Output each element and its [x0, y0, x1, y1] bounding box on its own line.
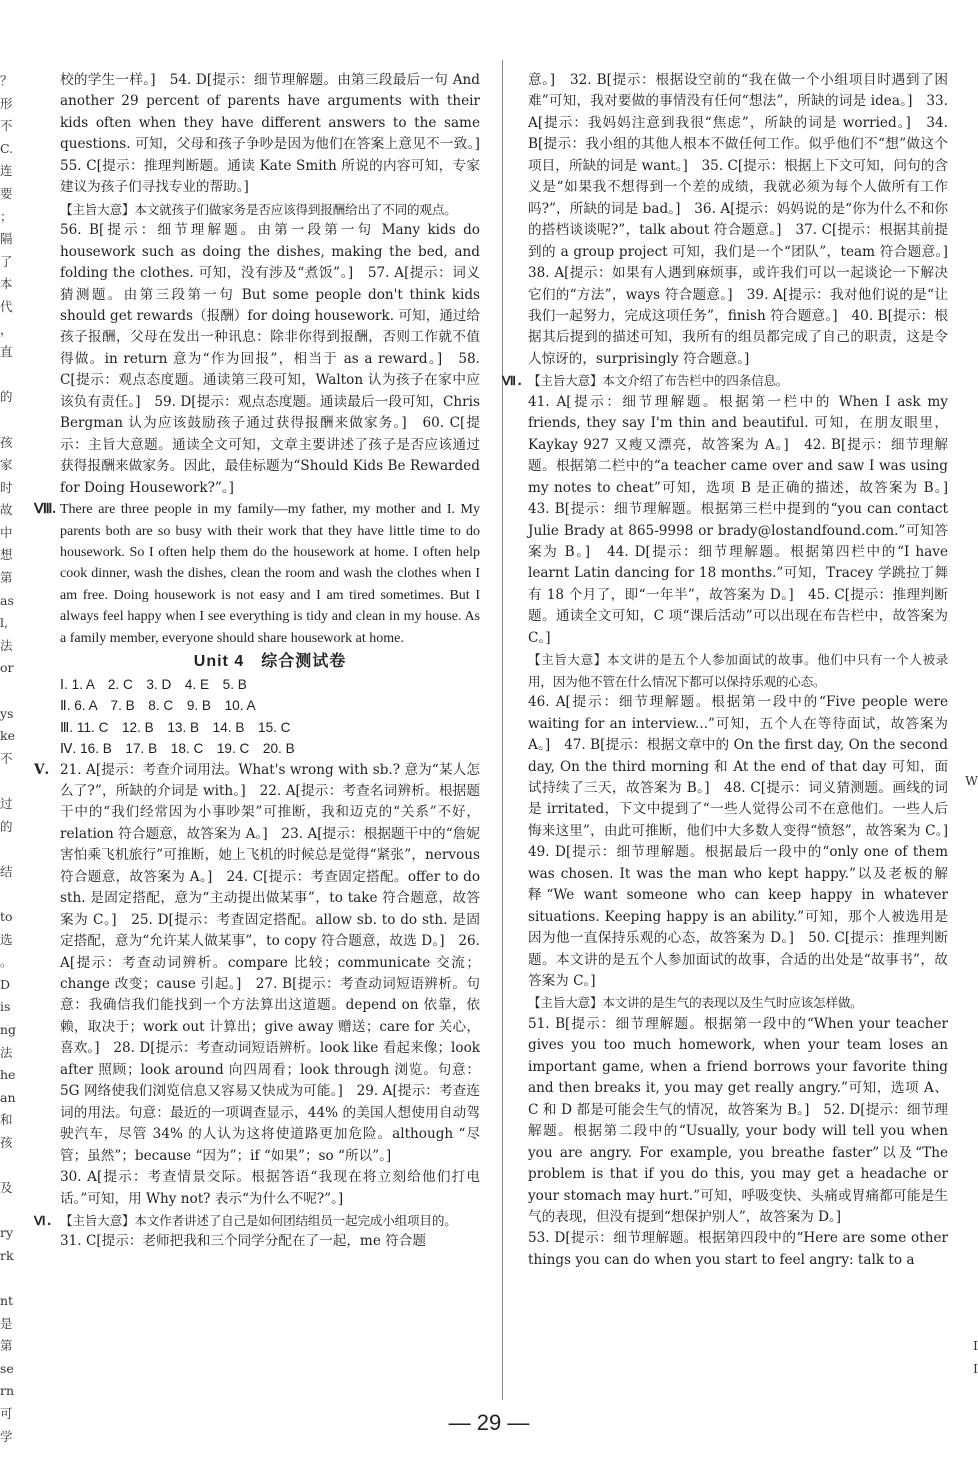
edge-glyph	[956, 635, 978, 658]
edge-glyph	[956, 680, 978, 703]
edge-glyph: 了	[0, 253, 13, 269]
edge-glyph: 不	[0, 118, 13, 134]
edge-glyph: 连	[0, 163, 13, 179]
edge-glyph: ，	[0, 321, 13, 337]
edge-glyph	[956, 748, 978, 771]
edge-glyph: 中	[0, 524, 13, 540]
edge-glyph: 选	[0, 931, 13, 947]
edge-glyph: 孩	[0, 434, 13, 450]
edge-glyph: rn	[0, 1383, 15, 1399]
edge-glyph: 过	[0, 796, 13, 811]
edge-glyph: 结	[0, 863, 13, 879]
edge-glyph: 是	[0, 1315, 13, 1331]
column-divider	[502, 60, 503, 1400]
edge-glyph	[956, 93, 978, 116]
section-label: Ⅶ.	[502, 373, 524, 389]
edge-glyph	[956, 409, 978, 432]
main-idea-summary	[502, 370, 948, 391]
edge-glyph: ys	[0, 705, 14, 721]
answer-paragraph-51-52: 51. B[提示：细节理解题。根据第一段中的“When your teacher gives you too much homework, when your team loses an important game, when a friend borrows your favorite thing and then breaks it, you may get really angry.”可知，选项 A、C 和 D 都是可能会生气的情况，故答案为 B。] 52. D[提示：细节理解题。根据第二段中的“Usually, your body will tell you when you are angry. For example, you breathe faster”以及“The problem is that if you do this, you may get a headache or your stomach may hurt.”可知，呼吸变快、头痛或胃痛都可能是生气的表现，但没有提到“想保护别人”，故答案为 D。]	[528, 1015, 948, 1226]
edge-glyph: he	[0, 1067, 16, 1083]
edge-glyph	[956, 1087, 978, 1110]
edge-glyph	[956, 70, 978, 93]
answer-paragraph-30: 30. A[提示：考查情景交际。根据答语“我现在将立刻给他们打电话。”可知，用 Why not? 表示“为什么不呢?”。]	[60, 1169, 480, 1207]
edge-glyph	[956, 1267, 978, 1290]
edge-glyph	[956, 183, 978, 206]
edge-glyph	[0, 680, 22, 703]
summary-text: 【主旨大意】本文作者讲述了自己是如何团结组员一起完成小组项目的。	[60, 1213, 457, 1229]
edge-glyph	[956, 454, 978, 477]
edge-glyph: nt	[0, 1293, 14, 1309]
edge-glyph: ke	[0, 728, 15, 744]
edge-glyph: ng	[0, 1021, 17, 1037]
edge-glyph	[956, 1380, 978, 1403]
edge-glyph	[956, 160, 978, 183]
edge-glyph: as	[0, 592, 14, 608]
edge-glyph: 形	[0, 95, 13, 111]
edge-glyph	[956, 590, 978, 613]
edge-glyph	[0, 364, 22, 387]
edge-glyph	[0, 1200, 22, 1223]
answer-key-row: Ⅲ. 11. C 12. B 13. B 14. B 15. C	[60, 719, 291, 735]
answer-paragraph-21-29: 21. A[提示：考查介词用法。What's wrong with sb.? 意为“某人怎么了?”，所缺的介词是 with。] 22. A[提示：考查名词辨析。根据题干中的“我们经常因为小事吵架”可推断，我和迈克的“关系”不好，relation 符合题意，故答案为 A。] 23. A[提示：根据题干中的“詹妮害怕乘飞机旅行”可推断，她上飞机的时候总是觉得“紧张”，nervous 符合题意，故答案为 A。] 24. C[提示：考查固定搭配。offer to do sth. 是固定搭配，意为“主动提出做某事”，to take 符合题意，故答案为 C。] 25. D[提示：考查固定搭配。allow sb. to do sth. 是固定搭配，意为“允许某人做某事”，to copy 符合题意，故选 D。] 26. A[提示：考查动词辨析。compare 比较；communicate 交流；change 改变；cause 引起。] 27. B[提示：考查动词短语辨析。句意：我确信我们能找到一个方法算出这道题。depend on 依靠，依赖，取决于；work out 计算出；give away 赠送；care for 关心，喜欢。] 28. D[提示：考查动词短语辨析。look like 看起来像；look after 照顾；look around 向四周看；look through 浏览。句意：5G 网络使我们浏览信息又容易又快成为可能。] 29. A[提示：考查连词的用法。句意：最近的一项调查显示，44% 的美国人想使用自动驾驶汽车，尽管 34% 的人认为这将使道路更加危险。although “尽管；虽然”；because “因为”；if “如果”；so “所以”。]	[60, 761, 480, 1164]
edge-glyph	[0, 770, 22, 793]
edge-glyph: 孩	[0, 1134, 13, 1150]
edge-glyph: 隔	[0, 231, 13, 247]
edge-glyph	[956, 974, 978, 997]
edge-glyph	[956, 1042, 978, 1065]
edge-glyph	[956, 929, 978, 952]
edge-glyph: 直	[0, 344, 13, 360]
edge-glyph	[956, 1109, 978, 1132]
edge-glyph	[956, 364, 978, 387]
edge-glyph: an	[0, 1089, 16, 1105]
edge-glyph	[956, 567, 978, 590]
edge-glyph: W	[965, 773, 978, 789]
edge-glyph	[956, 906, 978, 929]
edge-glyph: se	[0, 1360, 14, 1376]
edge-glyph: 。	[0, 954, 13, 970]
edge-glyph	[956, 793, 978, 816]
main-idea-summary: 【主旨大意】本文就孩子们做家务是否应该得到报酬给出了不同的观点。	[60, 201, 457, 217]
edge-glyph: 和	[0, 1112, 13, 1128]
edge-glyph: rk	[0, 1247, 14, 1263]
answer-key-row: Ⅱ. 6. A 7. B 8. C 9. B 10. A	[60, 698, 256, 714]
edge-glyph: D	[0, 976, 11, 992]
edge-glyph	[956, 432, 978, 455]
edge-glyph	[956, 996, 978, 1019]
edge-glyph	[956, 1132, 978, 1155]
edge-glyph	[956, 725, 978, 748]
edge-glyph	[0, 883, 22, 906]
answer-paragraph-56-60: 56. B[提示：细节理解题。由第一段第一句 Many kids do housework such as doing the dishes, making the bed, and folding the clothes. 可知，没有涉及“煮饭”。] 57. A[提示：词义猜测题。由第三段第一句 But some people don't think kids should get rewards（报酬）for doing housework. 可知，通过给孩子报酬，父母在发出一种讯息：除非你得到报酬，否则工作就不值得做。in return 意为“作为回报”，相当于 as a reward。] 58. C[提示：观点态度题。通读第三段可知，Walton 认为孩子在家中应该负有责任。] 59. D[提示：观点态度题。通读最后一段可知，Chris Bergman 认为应该鼓励孩子通过获得报酬来做家务。] 60. C[提示：主旨大意题。通读全文可知，文章主要讲述了孩子是否应该通过获得报酬来做家务。因此，最佳标题为“Should Kids Be Rewarded for Doing Housework?”。]	[60, 222, 480, 496]
main-idea-summary: 【主旨大意】本文讲的是生气的表现以及生气时应该怎样做。	[528, 995, 863, 1011]
edge-glyph	[956, 657, 978, 680]
section-label: Ⅴ.	[34, 761, 50, 778]
edge-glyph: 及	[0, 1180, 13, 1196]
answer-paragraph-31: 31. C[提示：老师把我和三个同学分配在了一起，me 符合题	[60, 1233, 426, 1250]
edge-glyph: ；	[0, 208, 13, 224]
answer-paragraph-32-40: 意。] 32. B[提示：根据设空前的“我在做一个小组项目时遇到了困难”可知，我对要做的事情没有任何“想法”，所缺的词是 idea。] 33. A[提示：我妈妈注意到我很“焦虑”，所缺的词是 worried。] 34. B[提示：我小组的其他人根本不做任何工作。似乎他们不“想”做这个项目，所缺的词是 want。] 35. C[提示：根据上下文可知，问句的含义是“如果我不想得到一个差的成绩，我就必须为每个人做所有工作吗?”，所缺的词是 bad。] 36. A[提示：妈妈说的是“你为什么不和你的搭档谈谈呢?”，talk about 符合题意。] 37. C[提示：根据其前提到的 a group project 可知，我们是一个“团队”，team 符合题意。] 38. A[提示：如果有人遇到麻烦事，或许我们可以一起谈论一下解决它们的“方法”，ways 符合题意。] 39. A[提示：我对他们说的是“让我们一起努力，完成这项任务”，finish 符合题意。] 40. B[提示：根据其后提到的描述可知，我所有的组员都完成了自己的职责，这是令人惊讶的，surprisingly 符合题意。]	[528, 72, 962, 367]
edge-glyph	[956, 883, 978, 906]
edge-glyph: 代	[0, 298, 13, 314]
edge-glyph	[956, 273, 978, 296]
edge-glyph: 学	[0, 1428, 13, 1444]
edge-glyph	[956, 206, 978, 229]
edge-glyph: 第	[0, 1338, 13, 1354]
edge-glyph	[956, 296, 978, 319]
answer-key-row: Ⅰ. 1. A 2. C 3. D 4. E 5. B	[60, 676, 247, 692]
edge-glyph	[956, 951, 978, 974]
answer-paragraph-54-55: 校的学生一样。] 54. D[提示：细节理解题。由第三段最后一句 And another 29 percent of parents have arguments with their kids often when they have different answers to the same questions. 可知，父母和孩子争吵是因为他们在答案上意见不一致。] 55. C[提示：推理判断题。通读 Kate Smith 所说的内容可知，专家建议为孩子们寻找专业的帮助。]	[60, 72, 494, 196]
edge-glyph: 的	[0, 389, 13, 405]
edge-glyph	[956, 115, 978, 138]
edge-glyph: 的	[0, 818, 13, 834]
edge-glyph: ry	[0, 1225, 14, 1241]
edge-glyph	[956, 138, 978, 161]
edge-glyph: 法	[0, 637, 13, 653]
edge-glyph	[956, 1313, 978, 1336]
edge-glyph: I	[973, 1338, 978, 1354]
edge-glyph: 可	[0, 1406, 13, 1422]
edge-glyph: 故	[0, 502, 13, 518]
edge-glyph: 家	[0, 457, 13, 473]
edge-glyph	[0, 1267, 22, 1290]
section-label: Ⅵ.	[34, 1213, 53, 1229]
edge-glyph: 本	[0, 276, 13, 292]
writing-section-8	[34, 499, 480, 649]
edge-glyph	[956, 1290, 978, 1313]
right-edge-clipped-text	[956, 70, 978, 1400]
edge-glyph	[956, 838, 978, 861]
edge-glyph	[956, 1155, 978, 1178]
edge-glyph	[956, 1200, 978, 1223]
edge-glyph	[956, 1177, 978, 1200]
edge-glyph	[956, 319, 978, 342]
answer-key-list	[60, 674, 480, 760]
edge-glyph: or	[0, 660, 14, 676]
unit-title: Unit 4 综合测试卷	[193, 653, 347, 671]
edge-glyph	[956, 861, 978, 884]
answer-key-row: Ⅳ. 16. B 17. B 18. C 19. C 20. B	[60, 741, 295, 757]
edge-glyph	[0, 838, 22, 861]
edge-glyph	[956, 386, 978, 409]
edge-glyph: is	[0, 999, 11, 1015]
edge-glyph: C.	[0, 140, 14, 156]
edge-glyph	[0, 409, 22, 432]
edge-glyph	[956, 1064, 978, 1087]
model-essay: There are three people in my family—my father, my mother and I. My parents both are so busy with their work that they have little time to do housework. So I often help them do the housework at home. I often help cook dinner, wash the dishes, clean the room and wash the clothes when I am free. Doing housework is not easy and I am tired sometimes. But I always feel happy when I see everything is tidy and clean in my house. As a family member, everyone should share housework at home.	[60, 502, 480, 646]
left-column	[34, 70, 494, 1253]
page-number: — 29 —	[448, 1410, 530, 1435]
edge-glyph	[956, 612, 978, 635]
answer-paragraph-53: 53. D[提示：细节理解题。根据第四段中的“Here are some other things you can do when you start to feel angry: talk to a	[528, 1230, 948, 1268]
right-column	[502, 70, 962, 1271]
edge-glyph: 时	[0, 479, 13, 495]
edge-glyph	[956, 1222, 978, 1245]
edge-glyph	[956, 1448, 978, 1471]
left-edge-clipped-text	[0, 70, 22, 1444]
answer-paragraph-41-45: 41. A[提示：细节理解题。根据第一栏中的 When I ask my friends, they say I'm thin and beautiful. 可知，在朋友眼里，Kaykay 927 又瘦又漂亮，故答案为 A。] 42. B[提示：细节理解题。根据第二栏中的“a teacher came over and saw I was using my notes to cheat”可知，选项 B 是正确的描述，故答案为 B。] 43. B[提示：细节理解题。根据第三栏中提到的“you can contact Julie Brady at 865-9998 or brady@lostandfound.com.”可知答案为 B。] 44. D[提示：细节理解题。根据第四栏中的“I have learnt Latin dancing for 18 months.”可知，Tracey 学跳拉丁舞有 18 个月了，即“一年半”，故答案为 D。] 45. C[提示：推理判断题。通读全文可知，C 项“课后活动”可以出现在布告栏中，故答案为 C。]	[528, 393, 962, 646]
summary-text: 【主旨大意】本文介绍了布告栏中的四条信息。	[528, 373, 789, 389]
edge-glyph	[956, 522, 978, 545]
answer-section-5	[34, 760, 480, 1168]
edge-glyph	[956, 1245, 978, 1268]
edge-glyph	[956, 703, 978, 726]
edge-glyph: I	[973, 1360, 978, 1376]
edge-glyph: 第	[0, 570, 13, 586]
edge-glyph	[0, 1155, 22, 1178]
edge-glyph	[956, 544, 978, 567]
edge-glyph: 要	[0, 185, 13, 201]
edge-glyph: 不	[0, 750, 13, 766]
edge-glyph: 法	[0, 1044, 13, 1060]
edge-glyph: 想	[0, 547, 13, 563]
edge-glyph	[956, 1019, 978, 1042]
answer-paragraph-46-50: 46. A[提示：细节理解题。根据第一段中的“Five people were waiting for an interview...”可知，五个人在等待面试，故答案为 A。] 47. B[提示：根据文章中的 On the first day, On the second day, On the third morning 和 At the end of that day 可知，面试持续了三天，故答案为 B。] 48. C[提示：词义猜测题。画线的词是 irritated，下文中提到了“一些人觉得公司不在意他们。一些人后悔来这里”，由此可推断，他们中大多数人变得“愤怒”，故答案为 C。] 49. D[提示：细节理解题。根据最后一段中的“only one of them was chosen. It was the man who kept happy.”以及老板的解释“We want someone who can keep happy in whatever situations. Keeping happy is an ability.”可知，那个人被选用是因为他一直保持乐观的心态，故答案为 D。] 50. C[提示：推理判断题。本文讲的是五个人参加面试的故事，合适的出处是“故事书”，故答案为 C。]	[528, 694, 962, 990]
main-idea-summary	[34, 1210, 480, 1231]
edge-glyph: to	[0, 908, 13, 924]
edge-glyph: l,	[0, 615, 8, 631]
edge-glyph: ？	[0, 73, 13, 88]
edge-glyph	[956, 499, 978, 522]
edge-glyph	[956, 341, 978, 364]
section-label: Ⅷ.	[34, 502, 56, 518]
main-idea-summary: 【主旨大意】本文讲的是五个人参加面试的故事。他们中只有一个人被录用，因为他不管在什么情况下都可以保持乐观的心态。	[528, 652, 948, 689]
